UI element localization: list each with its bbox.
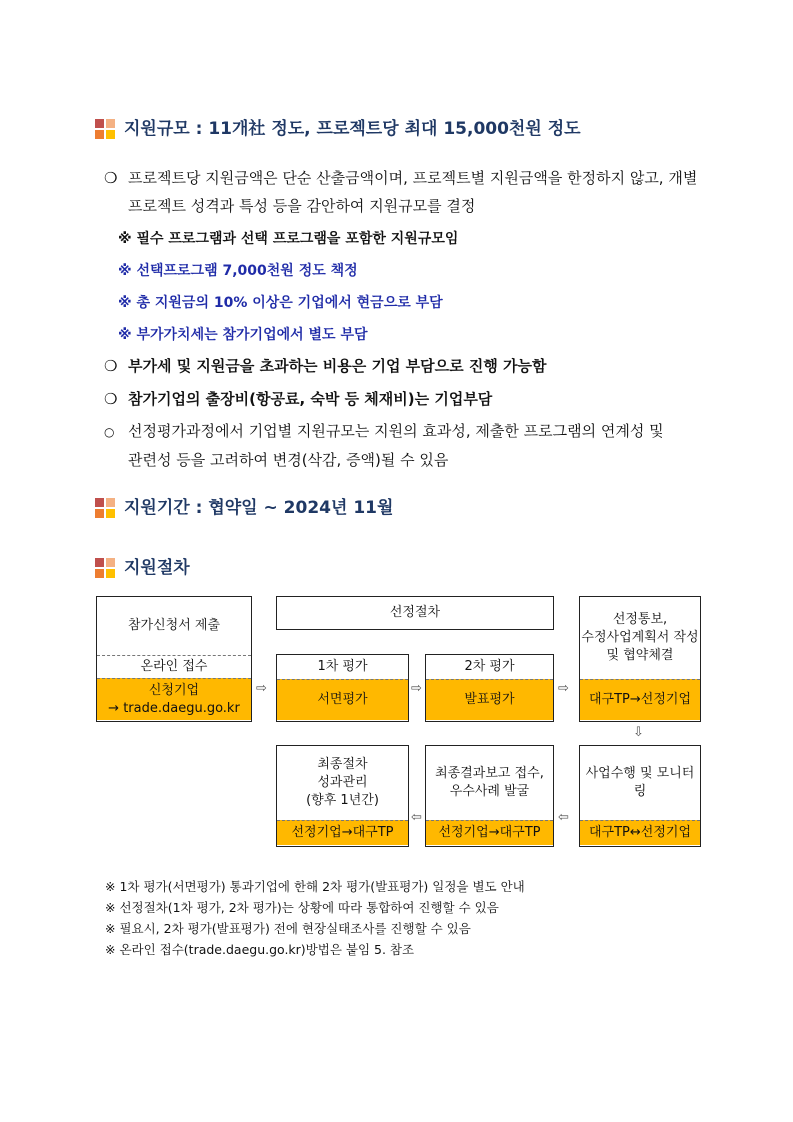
- scale-note2: ※ 선택프로그램 7,000천원 정도 책정: [118, 263, 358, 279]
- flow-notify-text: [580, 597, 700, 679]
- flow-report-text: [426, 746, 553, 820]
- scale-item1-line1: 프로젝트당 지원금액은 단순 산출금액이며, 프로젝트별 지원금액을 한정하지 않고, 개별: [128, 169, 698, 187]
- flow-exec-box: [579, 745, 701, 847]
- section-title: 지원기간 : 협약일 ~ 2024년 11월: [124, 498, 394, 518]
- arrow-right-icon: ⇨: [411, 681, 422, 696]
- flow-report-line: 우수사례 발굴: [449, 784, 530, 799]
- flow-apply-box: [96, 596, 252, 722]
- flow-exec-title: 사업수행 및 모니터링: [585, 766, 695, 799]
- small-circle-bullet-icon: ○: [104, 425, 115, 439]
- scale-note1: ※ 필수 프로그램과 선택 프로그램을 포함한 지원규모임: [118, 231, 459, 247]
- flow-notify-party: 대구TP→선정기업: [580, 679, 700, 720]
- scale-item1-line2: 프로젝트 성격과 특성 등을 감안하여 지원규모를 결정: [128, 197, 476, 215]
- arrow-left-icon: ⇦: [558, 810, 569, 825]
- circle-bullet-icon: ❍: [104, 357, 118, 375]
- flow-final-text: [277, 746, 408, 820]
- scale-item4-line1: 선정평가과정에서 기업별 지원규모는 지원의 효과성, 제출한 프로그램의 연계성 및: [128, 422, 664, 440]
- arrow-down-icon: ⇩: [633, 725, 644, 740]
- arrow-right-icon: ⇨: [256, 681, 267, 696]
- flow-eval2-box: [425, 654, 554, 722]
- square-bullet-icon: [95, 498, 115, 518]
- flow-final-line: (향후 1년간): [306, 793, 379, 808]
- flow-eval1-body: 서면평가: [277, 679, 408, 720]
- flow-final-party: 선정기업→대구TP: [277, 820, 408, 845]
- flow-final-box: [276, 745, 409, 847]
- flow-eval2-body: 발표평가: [426, 679, 553, 720]
- scale-note4: ※ 부가가치세는 참가기업에서 별도 부담: [118, 327, 368, 343]
- circle-bullet-icon: ❍: [104, 390, 118, 408]
- section-title: 지원절차: [124, 558, 190, 578]
- flow-notify-box: [579, 596, 701, 722]
- procedure-note-1: ※ 1차 평가(서면평가) 통과기업에 한해 2차 평가(발표평가) 일정을 별도 안내: [105, 879, 525, 894]
- flow-notify-line: 수정사업계획서 작성: [581, 630, 699, 645]
- procedure-note-4: ※ 온라인 접수(trade.daegu.go.kr)방법은 붙임 5. 참조: [105, 942, 415, 957]
- flow-selection-title: 선정절차: [276, 596, 554, 630]
- flow-report-line: 최종결과보고 접수,: [435, 766, 544, 781]
- flow-final-line: 최종절차: [317, 757, 368, 772]
- square-bullet-icon: [95, 119, 115, 139]
- flow-eval1-title: 1차 평가: [317, 659, 368, 674]
- square-bullet-icon: [95, 558, 115, 578]
- flow-apply-url: → trade.daegu.go.kr: [108, 700, 240, 716]
- procedure-note-3: ※ 필요시, 2차 평가(발표평가) 전에 현장실태조사를 진행할 수 있음: [105, 921, 471, 936]
- flow-report-box: [425, 745, 554, 847]
- flow-apply-title: 참가신청서 제출: [127, 618, 221, 633]
- circle-bullet-icon: ❍: [104, 169, 118, 187]
- arrow-right-icon: ⇨: [558, 681, 569, 696]
- flow-apply-online: 온라인 접수: [97, 655, 251, 678]
- flow-exec-party: 대구TP↔선정기업: [580, 820, 700, 845]
- flow-eval2-title: 2차 평가: [464, 659, 515, 674]
- flow-notify-line: 선정통보,: [612, 612, 668, 627]
- flow-apply-target: [97, 678, 251, 720]
- flow-notify-line: 및 협약체결: [606, 648, 674, 663]
- procedure-note-2: ※ 선정절차(1차 평가, 2차 평가)는 상황에 따라 통합하여 진행할 수 있음: [105, 900, 499, 915]
- arrow-left-icon: ⇦: [411, 810, 422, 825]
- section-title: 지원규모 : 11개社 정도, 프로젝트당 최대 15,000천원 정도: [124, 119, 581, 139]
- flow-apply-who: 신청기업: [148, 682, 200, 698]
- scale-item3: 참가기업의 출장비(항공료, 숙박 등 체재비)는 기업부담: [128, 390, 493, 408]
- flow-eval1-box: [276, 654, 409, 722]
- flow-report-party: 선정기업→대구TP: [426, 820, 553, 845]
- flow-final-line: 성과관리: [317, 775, 368, 790]
- scale-item2: 부가세 및 지원금을 초과하는 비용은 기업 부담으로 진행 가능함: [128, 357, 547, 375]
- scale-item4-line2: 관련성 등을 고려하여 변경(삭감, 증액)될 수 있음: [128, 451, 449, 469]
- scale-note3: ※ 총 지원금의 10% 이상은 기업에서 현금으로 부담: [118, 295, 443, 311]
